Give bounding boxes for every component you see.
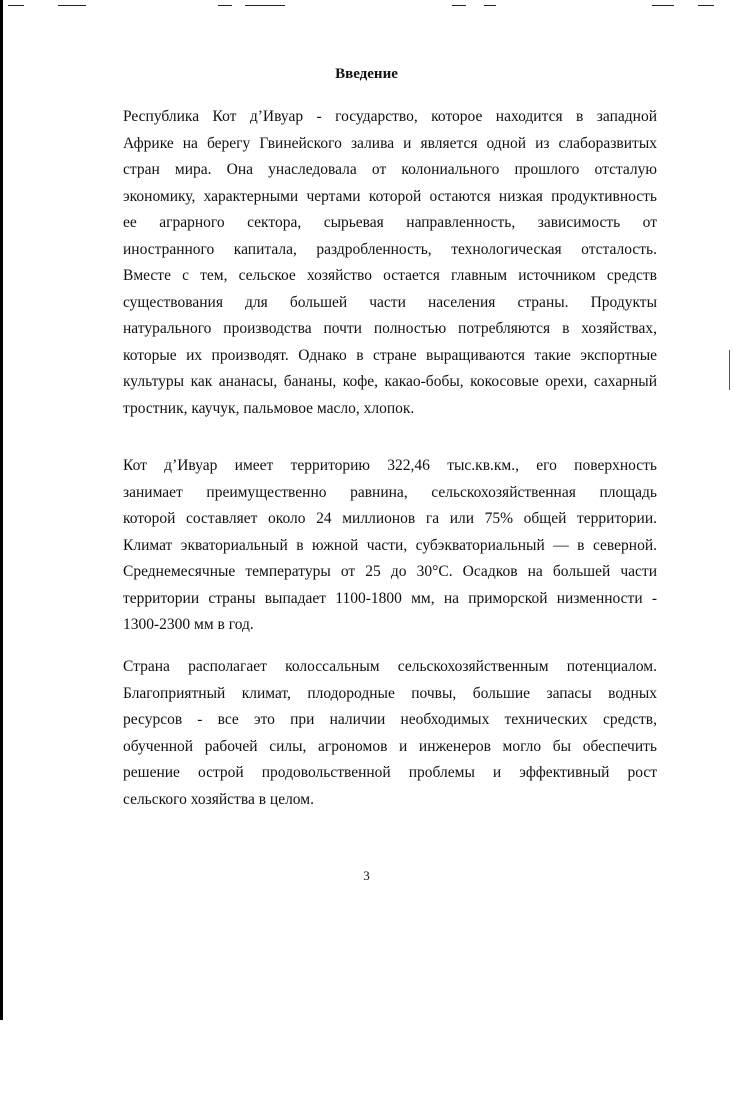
scan-artifact-mark bbox=[652, 5, 674, 6]
text-line: Кот д’Ивуар имеет территорию 322,46 тыс.кв.км., его поверхность bbox=[123, 457, 657, 474]
text-line: тростник, каучук, пальмовое масло, хлопок. bbox=[123, 399, 415, 417]
scan-artifact-mark bbox=[8, 5, 24, 6]
text-line: решение острой продовольственной проблемы и эффективный рост bbox=[123, 764, 657, 781]
text-line: занимает преимущественно равнина, сельскохозяйственная площадь bbox=[123, 483, 657, 501]
scan-artifact-mark bbox=[58, 5, 86, 6]
scan-left-edge-rule bbox=[0, 0, 3, 1020]
scan-artifact-mark bbox=[484, 5, 496, 6]
text-line: 1300-2300 мм в год. bbox=[123, 616, 254, 633]
scan-artifact-mark bbox=[698, 5, 714, 6]
paragraph-intro bbox=[123, 104, 657, 422]
text-line: натурального производства почти полностью потребляются в хозяйствах, bbox=[123, 320, 657, 337]
text-line: ее аграрного сектора, сырьевая направленность, зависимость от bbox=[123, 214, 657, 231]
text-line: Республика Кот д’Ивуар - государство, которое находится в западной bbox=[123, 108, 657, 125]
scan-artifact-mark bbox=[245, 5, 285, 6]
text-line: существования для большей части населения страны. Продукты bbox=[123, 293, 657, 311]
scan-artifact-mark bbox=[452, 5, 466, 6]
text-line: сельского хозяйства в целом. bbox=[123, 790, 314, 808]
text-line: Среднемесячные температуры от 25 до 30°С. Осадков на большей части bbox=[123, 563, 657, 580]
text-line: иностранного капитала, раздробленность, технологическая отсталость. bbox=[123, 240, 657, 258]
text-line: Благоприятный климат, плодородные почвы, большие запасы водных bbox=[123, 684, 657, 702]
text-line: обученной рабочей силы, агрономов и инженеров могло бы обеспечить bbox=[123, 737, 657, 755]
text-line: экономику, характерными чертами которой остаются низкая продуктивность bbox=[123, 187, 657, 205]
text-line: стран мира. Она унаследовала от колониального прошлого отсталую bbox=[123, 161, 657, 178]
text-line: культуры как ананасы, бананы, кофе, какао-бобы, кокосовые орехи, сахарный bbox=[123, 373, 657, 390]
page-number: 3 bbox=[363, 868, 370, 883]
text-line: ресурсов - все это при наличии необходимых технических средств, bbox=[123, 711, 657, 728]
text-line: Климат экваториальный в южной части, субэкваториальный — в северной. bbox=[123, 536, 657, 554]
text-line: Вместе с тем, сельское хозяйство остается главным источником средств bbox=[123, 267, 657, 284]
paragraph-potential bbox=[123, 654, 657, 813]
text-line: которые их производят. Однако в стране выращиваются такие экспортные bbox=[123, 346, 657, 364]
text-line: Африке на берегу Гвинейского залива и является одной из слаборазвитых bbox=[123, 134, 657, 152]
text-line: территории страны выпадает 1100-1800 мм, на приморской низменности - bbox=[123, 589, 657, 607]
paragraph-geography bbox=[123, 453, 657, 639]
text-line: Страна располагает колоссальным сельскохозяйственным потенциалом. bbox=[123, 658, 657, 675]
page-title: Введение bbox=[335, 66, 398, 82]
text-line: которой составляет около 24 миллионов га или 75% общей территории. bbox=[123, 510, 657, 527]
scan-right-edge-mark bbox=[729, 350, 730, 390]
scan-artifact-mark bbox=[218, 5, 232, 6]
